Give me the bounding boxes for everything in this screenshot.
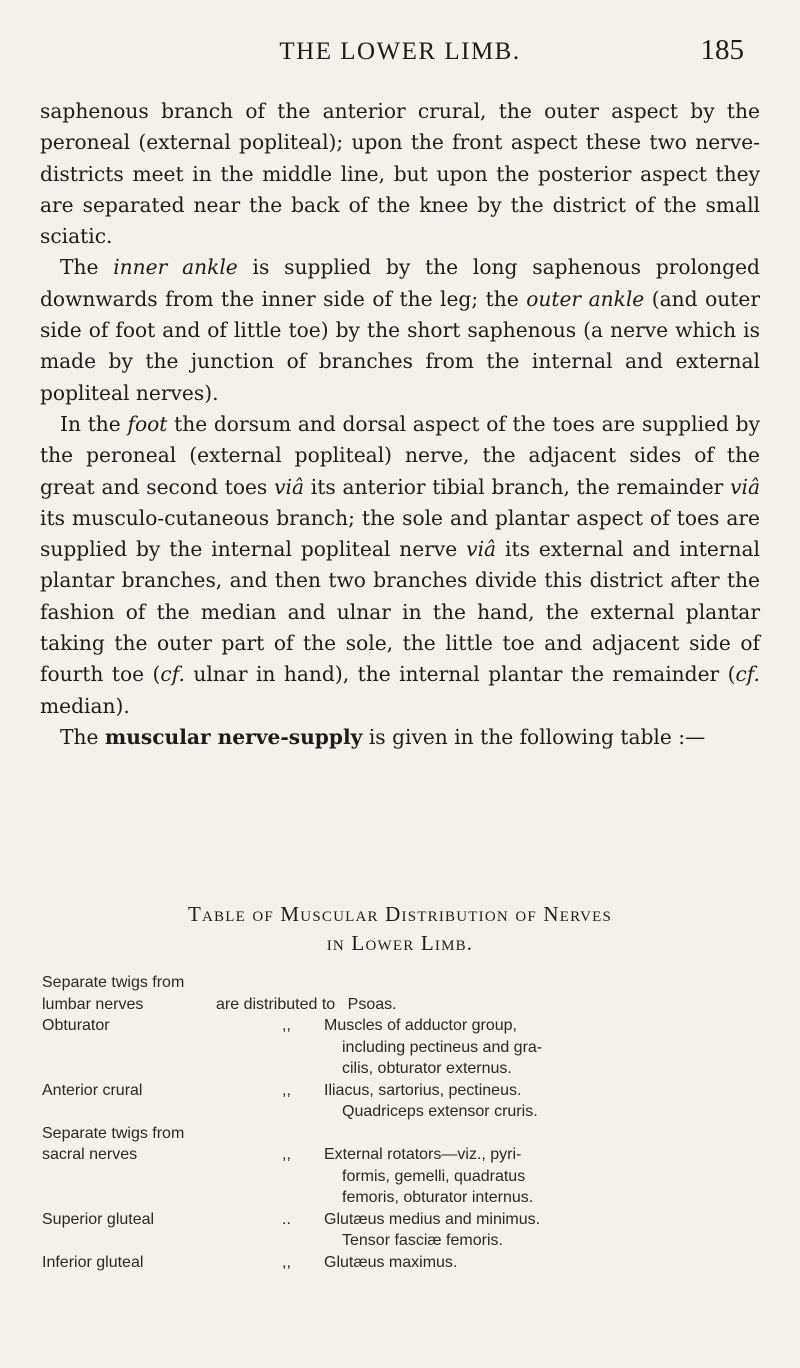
paragraph-muscular-supply (40, 722, 760, 753)
ditto-mark: ,, (282, 1253, 291, 1271)
muscle-line: Tensor fasciæ femoris. (342, 1232, 503, 1249)
text-run: ulnar in hand), the internal plantar the remainder ( (184, 662, 736, 687)
paragraph-1-line: aspect by the peroneal (external popliteal); upon the (40, 99, 760, 155)
muscle-line: External rotators—viz., pyri- (324, 1146, 522, 1163)
text-run: is supplied by the long saphenous prolonged downwards from the inner side of the leg; the (40, 255, 760, 311)
table-row (42, 1209, 762, 1252)
italic-term: viâ (730, 474, 760, 499)
muscle-line: Quadriceps extensor cruris. (342, 1103, 538, 1120)
text-run: The (60, 724, 105, 749)
nerve-name-line: Separate twigs from (42, 1124, 185, 1142)
table-title-line-2: in Lower Limb. (326, 931, 474, 955)
italic-term: cf. (735, 662, 760, 687)
body-text (40, 96, 760, 753)
ditto-mark: ,, (282, 1081, 291, 1099)
preamble-verb (216, 994, 397, 1016)
muscle-list (324, 1015, 724, 1080)
text-run: (and outer side of foot and of little toe) by the short saphenous (a nerve which is made by the junction of branches from the internal and external popliteal nerves). (40, 286, 760, 405)
nerve-name (42, 1123, 252, 1166)
paragraph-ankle (40, 252, 760, 408)
text-run: its anterior tibial branch, the remainder (303, 474, 731, 499)
table-title (40, 900, 760, 958)
table-row (42, 1123, 762, 1209)
paragraph-foot (40, 409, 760, 722)
italic-term: viâ (466, 537, 497, 562)
muscle-line: Iliacus, sartorius, pectineus. (324, 1081, 522, 1099)
text-run: its musculo-cutaneous branch; the sole and plantar aspect of toes are supplied by the internal popliteal nerve (40, 505, 760, 562)
text-run: its external and internal plantar branches, and then two branches divide this district after the fashion of the median and ulnar in the hand, the external plantar taking the outer part of the sole, the little toe and adjacent side of fourth toe ( (40, 537, 760, 687)
table-title-line-1: Table of Muscular Distribution of Nerves (187, 902, 613, 926)
running-head (0, 34, 800, 74)
ditto-mark: ,, (282, 1146, 291, 1163)
text-run: The (60, 255, 114, 280)
text-run: the dorsum and dorsal aspect of the toes are supplied by the peroneal (external popliteal) nerve, the adjacent sides of the great and second toes (40, 411, 761, 499)
preamble-source-line: lumbar nerves (42, 995, 144, 1013)
muscle-line: femoris, obturator internus. (342, 1189, 534, 1206)
table-row (42, 1080, 762, 1123)
nerve-name: Obturator (42, 1017, 110, 1034)
paragraph-1-line: separated near the back of the knee by the district of (82, 192, 664, 217)
paragraph-1-line: middle line, but upon the posterior aspect they are (40, 161, 760, 217)
text-run: is given in the following table :— (362, 724, 706, 749)
preamble-verb-text: are distributed to (216, 995, 336, 1013)
italic-term: viâ (274, 474, 304, 499)
muscle-line: Glutæus medius and minimus. (324, 1210, 541, 1228)
nerve-name-line: sacral nerves (42, 1146, 138, 1163)
ditto-mark: .. (282, 1210, 291, 1228)
preamble-destination: Psoas. (347, 995, 397, 1013)
nerve-name: Superior gluteal (42, 1210, 155, 1228)
bold-term: muscular nerve-supply (104, 724, 363, 749)
table-preamble (42, 972, 762, 1015)
muscle-list (324, 1252, 724, 1274)
italic-term: outer ankle (526, 286, 645, 311)
italic-term: foot (127, 411, 168, 436)
muscle-line: formis, gemelli, quadratus (342, 1167, 526, 1185)
page-number: 185 (700, 34, 744, 66)
preamble-source (42, 972, 242, 1015)
paragraph-1-line: saphenous branch of the anterior crural, the outer (40, 99, 612, 123)
muscle-line: including pectineus and gra- (342, 1038, 543, 1056)
muscle-list (324, 1123, 724, 1209)
italic-term: cf. (160, 662, 185, 687)
table-row (42, 1015, 762, 1080)
muscle-list (324, 1209, 724, 1252)
nerve-name: Anterior crural (42, 1081, 143, 1099)
italic-term: inner ankle (113, 255, 238, 280)
muscle-line: Muscles of adductor group, (324, 1017, 517, 1034)
nerve-distribution-table (42, 972, 762, 1273)
paragraph-1-line: the small sciatic. (40, 192, 761, 249)
ditto-mark: ,, (282, 1017, 291, 1034)
table-row (42, 1252, 762, 1274)
muscle-line: cilis, obturator externus. (342, 1060, 512, 1077)
muscle-list (324, 1080, 724, 1123)
text-run: In the (60, 411, 128, 436)
nerve-name: Inferior gluteal (42, 1253, 144, 1271)
paragraph-1 (40, 96, 760, 252)
preamble-source-line: Separate twigs from (42, 974, 185, 991)
paragraph-1-line: front aspect these two nerve-districts meet in the (40, 130, 760, 186)
muscle-line: Glutæus maximus. (324, 1253, 458, 1271)
text-run: median). (40, 693, 130, 718)
running-title: THE LOWER LIMB. (279, 38, 521, 65)
